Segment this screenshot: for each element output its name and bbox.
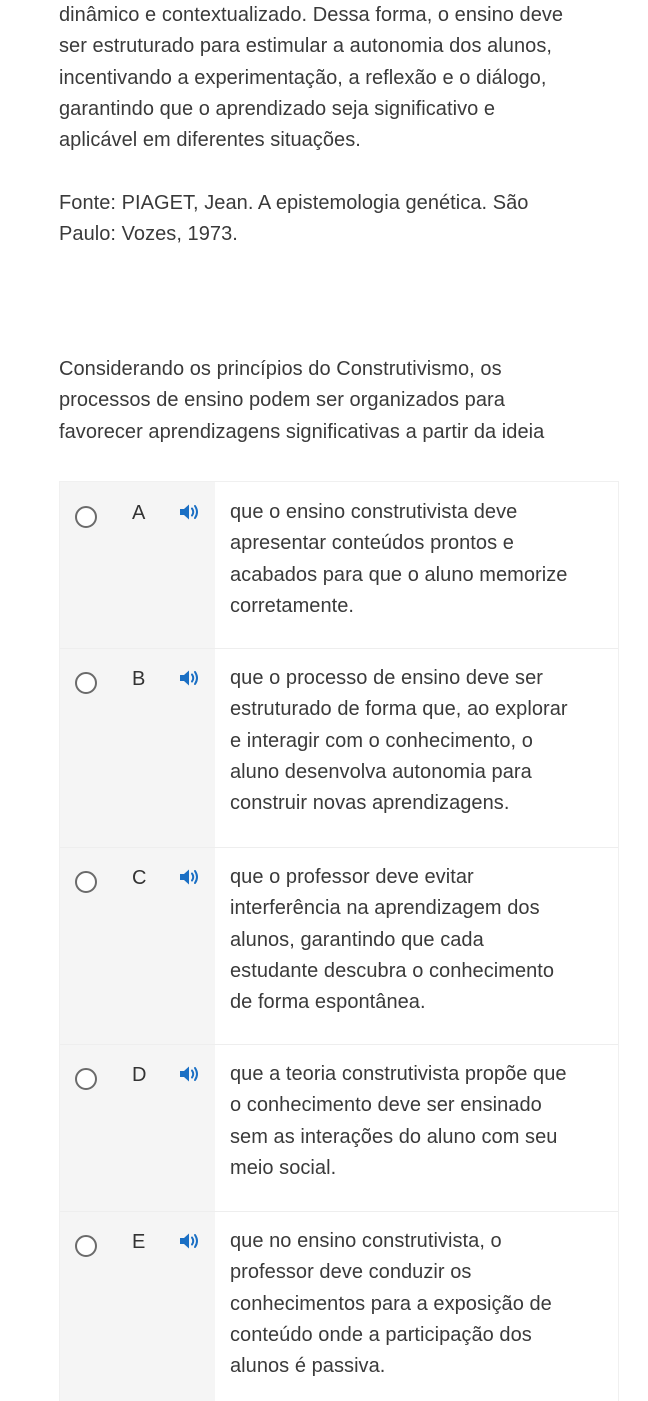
option-e[interactable] bbox=[60, 1211, 618, 1401]
option-c-letter: C bbox=[132, 867, 147, 889]
option-e-letter: E bbox=[132, 1231, 146, 1253]
question-stem: Considerando os princípios do Construtivismo, os processos de ensino podem ser organizados para favorecer aprendizagens significativas a partir da ideia bbox=[59, 358, 545, 443]
option-b-letter: B bbox=[132, 668, 146, 690]
option-a-text: que o ensino construtivista deve apresentar conteúdos prontos e acabados para que o aluno memorize corretamente. bbox=[230, 501, 568, 617]
option-c-text: que o professor deve evitar interferência na aprendizagem dos alunos, garantindo que cada estudante descubra o conhecimento de forma espontânea. bbox=[230, 866, 555, 1014]
option-d-text: que a teoria construtivista propõe que o conhecimento deve ser ensinado sem as interações do aluno com seu meio social. bbox=[230, 1063, 567, 1179]
answer-options bbox=[59, 481, 619, 1401]
option-c-radio[interactable] bbox=[75, 871, 97, 893]
option-d[interactable] bbox=[60, 1044, 618, 1212]
option-e-radio[interactable] bbox=[75, 1235, 97, 1257]
passage-source: Fonte: PIAGET, Jean. A epistemologia genética. São Paulo: Vozes, 1973. bbox=[59, 192, 529, 246]
option-b[interactable] bbox=[60, 648, 618, 848]
option-a-radio[interactable] bbox=[75, 506, 97, 528]
option-d-letter: D bbox=[132, 1064, 147, 1086]
option-e-text: que no ensino construtivista, o professor deve conduzir os conhecimentos para a exposição de conteúdo onde a participação dos alunos é passiva. bbox=[230, 1230, 552, 1378]
speaker-icon[interactable] bbox=[178, 502, 202, 522]
speaker-icon[interactable] bbox=[178, 1064, 202, 1084]
option-b-radio[interactable] bbox=[75, 672, 97, 694]
option-b-text: que o processo de ensino deve ser estruturado de forma que, ao explorar e interagir com o conhecimento, o aluno desenvolva autonomia para construir novas aprendizagens. bbox=[230, 667, 568, 815]
passage-paragraph: dinâmico e contextualizado. Dessa forma, o ensino deve ser estruturado para estimular a autonomia dos alunos, incentivando a experimentação, a reflexão e o diálogo, garantindo que o aprendizado seja significativo e aplicável em diferentes situações. bbox=[59, 4, 564, 152]
speaker-icon[interactable] bbox=[178, 1231, 202, 1251]
speaker-icon[interactable] bbox=[178, 668, 202, 688]
option-d-radio[interactable] bbox=[75, 1068, 97, 1090]
option-a-letter: A bbox=[132, 502, 146, 524]
option-c[interactable] bbox=[60, 847, 618, 1045]
speaker-icon[interactable] bbox=[178, 867, 202, 887]
option-a[interactable] bbox=[60, 482, 618, 649]
